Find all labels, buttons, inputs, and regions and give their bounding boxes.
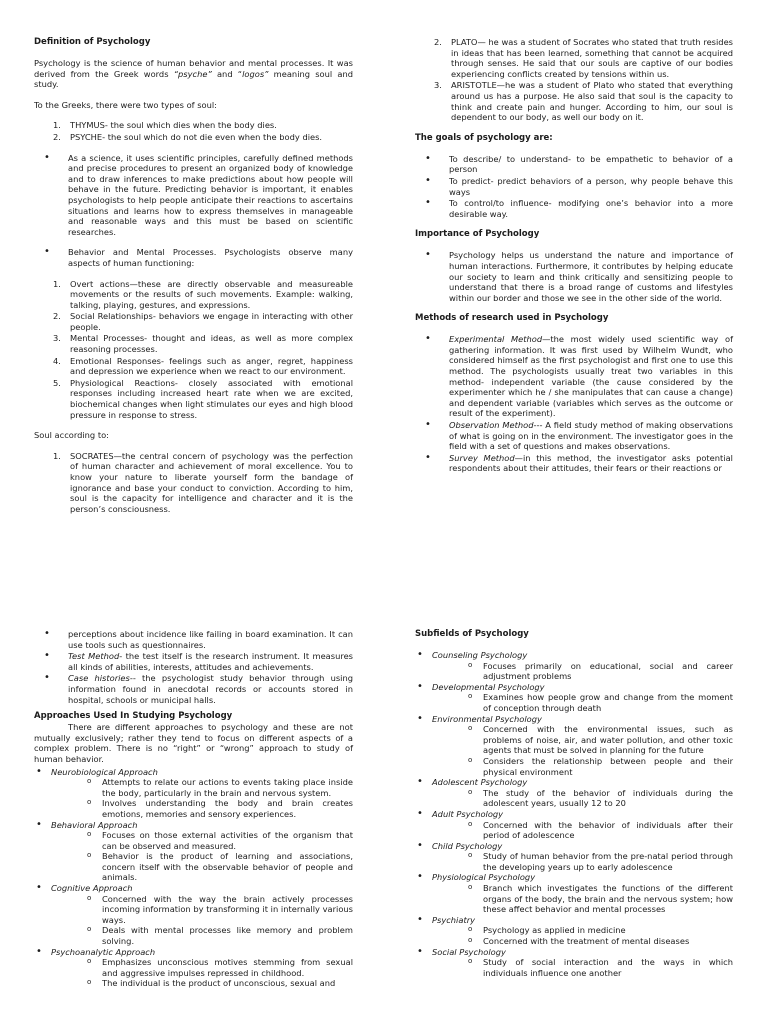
approach-point: o Involves understanding the body and brain creates emotions, memories and sensory experiences. <box>51 798 353 819</box>
goal-item: • To describe/ to understand- to be empathetic to behavior of a person <box>415 154 733 175</box>
definition-logos: logos” <box>242 68 269 79</box>
methods-heading: Methods of research used in Psychology <box>415 313 609 324</box>
method-text: —in this method, the investigator asks potential respondents about their attitudes, their fears or their reactions or <box>449 452 733 474</box>
soul-according: Soul according to: <box>34 430 109 441</box>
subfield-item <box>415 714 733 778</box>
list-number: 2. <box>53 311 61 322</box>
approach-item <box>34 767 353 820</box>
method-name: Case histories <box>68 673 130 684</box>
subfield-item <box>415 777 733 809</box>
definition-post: meaning soul and study. <box>34 68 354 90</box>
methods-continued-list <box>34 629 353 650</box>
method-text: - the test itself is the research instrument. It measures all kinds of abilities, interests, attitudes and achievements. <box>68 651 353 672</box>
approach-name: Cognitive Approach <box>51 883 133 894</box>
importance-list <box>415 250 733 303</box>
subfield-name: Environmental Psychology <box>432 713 542 724</box>
approach-point: o Focuses on those external activities of the organism that can be observed and measured. <box>51 830 353 851</box>
subfield-point: o The study of the behavior of individuals during the adolescent years, usually 12 to 20 <box>432 788 733 809</box>
subfield-point: o Study of social interaction and the ways in which individuals influence one another <box>432 957 733 978</box>
socrates-item <box>34 451 353 515</box>
method-text: -- the psychologist study behavior through using information found in anecdotal records or accounts stored in hospital, schools or municipal halls. <box>68 673 353 705</box>
subfield-point: o Considers the relationship between people and their physical environment <box>432 756 733 777</box>
subfield-points <box>432 851 733 872</box>
subfield-point: o Focuses primarily on educational, social and career adjustment problems <box>432 661 733 682</box>
approach-points <box>51 894 353 947</box>
soul-type-item <box>34 120 353 131</box>
goal-item: • To control/to influence- modifying one’s behavior into a more desirable way. <box>415 198 733 219</box>
approach-point: o The individual is the product of unconscious, sexual and <box>51 978 353 989</box>
approach-item <box>34 883 353 947</box>
column-bottom-left <box>34 629 353 999</box>
method-item <box>34 673 353 705</box>
list-text: Emotional Responses- feelings such as anger, regret, happiness and depression we experience when we react to our environment. <box>70 355 353 377</box>
approach-name: Psychoanalytic Approach <box>51 946 156 957</box>
subfield-point: o Branch which investigates the functions of the different organs of the body, the brain and the nervous system; how these affect behavior and mental processes <box>432 883 733 915</box>
goal-item: • To predict- predict behaviors of a person, why people behave this ways <box>415 176 733 197</box>
soul-type-item <box>34 132 353 143</box>
list-number: 2. <box>434 37 442 47</box>
subfield-points <box>432 661 733 682</box>
subfield-points <box>432 883 733 915</box>
list-number: 2. <box>53 131 61 142</box>
survey-continued-text: perceptions about incidence like failing in board examination. It can use tools such as questionnaires. <box>68 629 353 650</box>
subfield-item <box>415 841 733 873</box>
list-number: 1. <box>53 278 61 289</box>
subfield-name: Child Psychology <box>432 840 503 851</box>
subfield-points <box>432 724 733 777</box>
approaches-list <box>34 767 353 989</box>
subfield-name: Adolescent Psychology <box>432 777 528 788</box>
goals-list <box>415 154 733 220</box>
subfield-point: o Study of human behavior from the pre-natal period through the developing years up to early adolescence <box>432 851 733 872</box>
subfield-item <box>415 682 733 714</box>
science-list <box>34 153 353 238</box>
survey-continued <box>34 629 353 650</box>
list-number: 1. <box>53 450 61 461</box>
behavior-list <box>34 247 353 268</box>
method-item <box>415 334 733 419</box>
list-number: 5. <box>53 377 61 388</box>
subfields-list <box>415 650 733 978</box>
list-number: 1. <box>53 120 61 131</box>
method-item <box>415 453 733 474</box>
method-name: Observation Method <box>449 420 534 431</box>
approach-point: o Attempts to relate our actions to events taking place inside the body, particularly in the brain and nervous system. <box>51 777 353 798</box>
goals-heading: The goals of psychology are: <box>415 132 553 143</box>
subfield-name: Counseling Psychology <box>432 650 528 660</box>
list-text: Social Relationships- behaviors we engage in interacting with other people. <box>70 311 353 332</box>
subfield-item <box>415 650 733 682</box>
socrates-list <box>34 451 353 515</box>
approach-point: o Behavior is the product of learning and associations, concern itself with the observable behavior of people and animals. <box>51 851 353 883</box>
subfield-points <box>432 692 733 713</box>
philosophers-list <box>415 37 733 123</box>
method-name: Experimental Method <box>449 334 543 345</box>
subfield-item <box>415 872 733 914</box>
function-item <box>34 311 353 332</box>
list-number: 3. <box>434 80 442 91</box>
method-name: Survey Method <box>449 452 515 463</box>
list-text: SOCRATES—the central concern of psychology was the perfection of human character and achievement of moral excellence. You to know your nature to liberate yourself form the bandage of ignorance and base your conduct to conviction. According to him, soul is the capacity for intelligence and character and it is the person’s consciousness. <box>70 450 353 514</box>
subfield-point: o Examines how people grow and change from the moment of conception through death <box>432 692 733 713</box>
subfields-heading: Subfields of Psychology <box>415 629 529 639</box>
function-item <box>34 378 353 420</box>
function-item <box>34 333 353 354</box>
subfield-item <box>415 915 733 947</box>
behavior-bullet: • Behavior and Mental Processes. Psychologists observe many aspects of human functioning: <box>34 247 353 268</box>
approach-item <box>34 947 353 989</box>
subfield-item <box>415 947 733 979</box>
list-text: PLATO— he was a student of Socrates who stated that truth resides in ideas that has been learned, something that cannot be acquired through senses. He said that our souls are captive of our bodies experiencing conflicts created by tensions within us. <box>451 37 733 79</box>
methods-list <box>415 334 733 474</box>
approach-points <box>51 777 353 819</box>
philosopher-item <box>415 80 733 122</box>
greeks-intro: To the Greeks, there were two types of soul: <box>34 99 217 110</box>
functions-list <box>34 279 353 421</box>
method-item <box>34 651 353 672</box>
list-number: 4. <box>53 355 61 366</box>
approach-points <box>51 957 353 989</box>
philosopher-item <box>415 37 733 79</box>
definition-pre: Psychology is the science of human behavior and mental processes. It was derived from the Greek words <box>34 58 353 79</box>
column-bottom-right <box>415 629 733 988</box>
definition-psyche: “psyche” <box>173 68 212 79</box>
column-top-right <box>415 37 733 484</box>
definition-paragraph <box>34 58 353 90</box>
methods-list-2 <box>34 651 353 705</box>
method-name: Test Method <box>68 651 120 662</box>
subfield-points <box>432 820 733 841</box>
subfield-name: Adult Psychology <box>432 808 504 819</box>
importance-item: • Psychology helps us understand the nature and importance of human interactions. Furthermore, it contributes by helping educate our society to learn and think critically and sensitizing people to understand that there is a broad range of customs and lifestyles within our border and those we see in the other side of the world. <box>415 250 733 303</box>
approaches-heading: Approaches Used In Studying Psychology <box>34 711 233 722</box>
method-text: --- A field study method of making observations of what is going on in the environment. The investigator goes in the field with a set of questions and makes observations. <box>449 420 734 452</box>
approach-point: o Deals with mental processes like memory and problem solving. <box>51 925 353 946</box>
approaches-intro: There are different approaches to psychology and these are not mutually exclusively; rather they tend to focus on different aspects of a complex problem. There is no “right” or “wrong” approach to study of human behavior. <box>34 722 353 764</box>
subfield-points <box>432 957 733 978</box>
list-text: PSYCHE- the soul which do not die even when the body dies. <box>70 131 323 142</box>
subfield-name: Physiological Psychology <box>432 872 536 883</box>
approach-point: o Concerned with the way the brain actively processes incoming information by transforming it in internally various ways. <box>51 894 353 926</box>
function-item <box>34 356 353 377</box>
list-text: ARISTOTLE—he was a student of Plato who stated that everything around us has a purpose. He also said that soul is the capacity to think and create pain and hunger. According to him, our soul is dependent to our body, as well our body on it. <box>451 80 733 123</box>
soul-types-list <box>34 120 353 142</box>
list-number: 3. <box>53 333 61 344</box>
approach-point: o Emphasizes unconscious motives stemming from sexual and aggressive impulses repressed in childhood. <box>51 957 353 978</box>
approach-name: Neurobiological Approach <box>51 766 158 777</box>
list-text: Mental Processes- thought and ideas, as well as more complex reasoning processes. <box>70 333 353 355</box>
method-text: —the most widely used scientific way of gathering information. It was first used by Wilhelm Wundt, who considered himself as the first psychologist and first one to use this method. The psychologists usually treat two variables in this method- independent variable (the cause considered by the experimenter which he / she manipulates that can cause a change) and dependent variable (variables which serves as the outcome or result of the experiment). <box>449 334 733 419</box>
method-item <box>415 420 733 452</box>
function-item <box>34 279 353 311</box>
approach-name: Behavioral Approach <box>51 819 138 830</box>
approach-points <box>51 830 353 883</box>
subfield-point: o Concerned with the treatment of mental diseases <box>432 936 733 947</box>
definition-heading: Definition of Psychology <box>34 37 151 47</box>
subfield-point: o Concerned with the behavior of individuals after their period of adolescence <box>432 820 733 841</box>
subfield-points <box>432 788 733 809</box>
subfield-name: Psychiatry <box>432 914 476 925</box>
subfield-points <box>432 925 733 946</box>
importance-heading: Importance of Psychology <box>415 229 540 240</box>
definition-and: and “ <box>211 68 243 79</box>
subfield-item <box>415 809 733 841</box>
subfield-point: o Concerned with the environmental issues, such as problems of noise, air, and water pollution, and other toxic agents that must be solved in planning for the future <box>432 724 733 756</box>
subfield-point: o Psychology as applied in medicine <box>432 925 733 936</box>
subfield-name: Social Psychology <box>432 946 506 957</box>
list-text: Physiological Reactions- closely associated with emotional responses including increased heart rate when we are excited, biochemical changes when light stimulates our eyes and high blood pressure in response to stress. <box>70 377 353 420</box>
science-bullet: • As a science, it uses scientific principles, carefully defined methods and precise procedures to present an organized body of knowledge and to draw inferences to make predictions about how people will behave in the future. Predicting behavior is important, it enables psychologists to help people anticipate their reactions to ascertains situations and learns how to express themselves in manageable and reasonable ways and this must be based on scientific researches. <box>34 153 353 238</box>
list-text: THYMUS- the soul which dies when the body dies. <box>70 120 277 131</box>
list-text: Overt actions—these are directly observable and measureable movements or the results of such movements. Example: walking, talking, playing, gestures, and expressions. <box>70 278 353 310</box>
subfield-name: Developmental Psychology <box>432 681 545 692</box>
column-top-left <box>34 37 353 524</box>
approach-item <box>34 820 353 884</box>
